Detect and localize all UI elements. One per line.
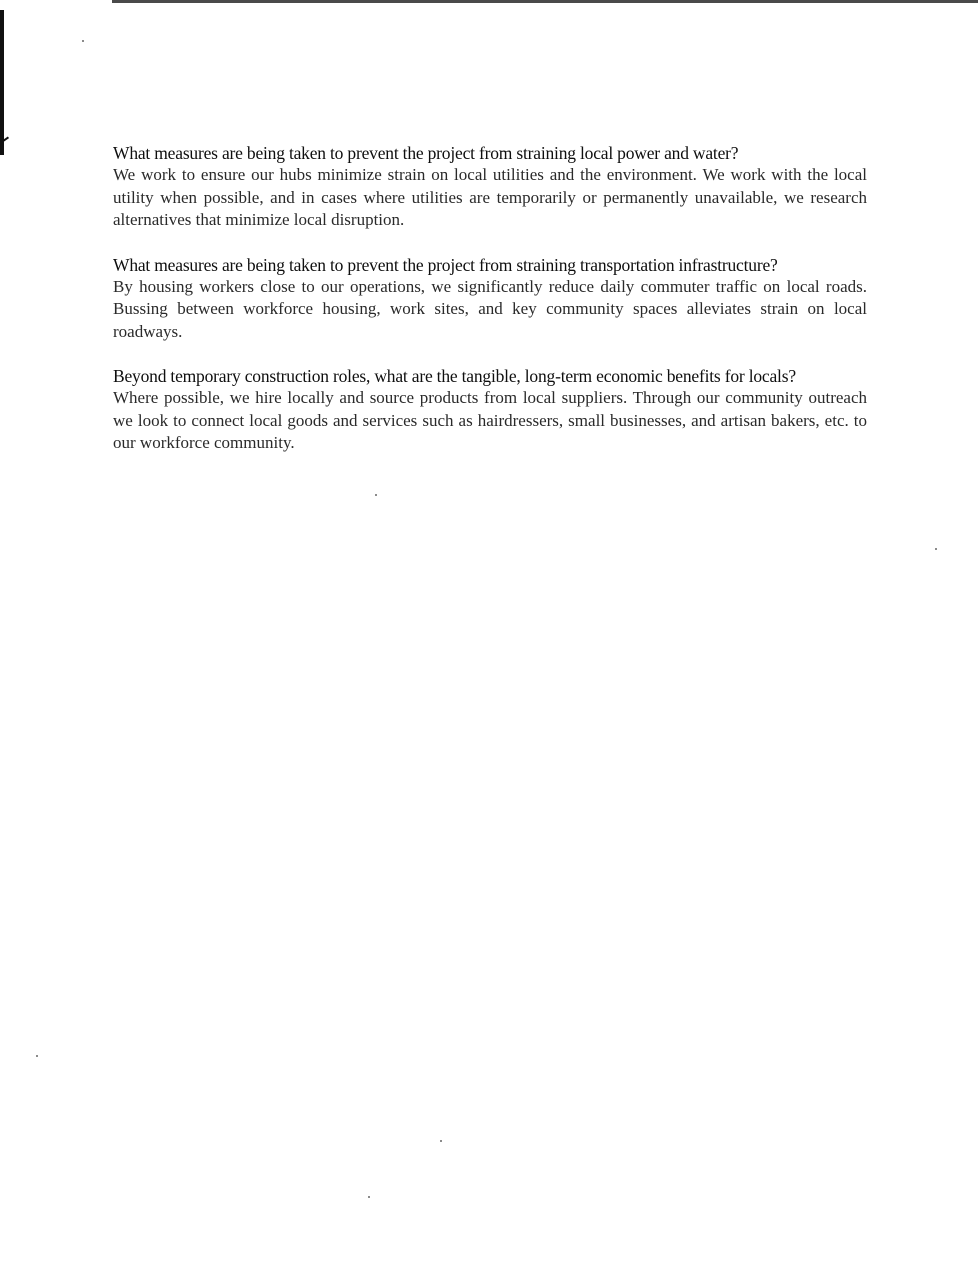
answer-paragraph: Where possible, we hire locally and source products from local suppliers. Through our community outreach we look to connect local goods and services such as hairdressers, small businesses, and artisan bakers, etc. to our workforce community. bbox=[113, 388, 867, 452]
question-heading: Beyond temporary construction roles, what are the tangible, long-term economic benefits for locals? bbox=[113, 366, 796, 386]
question-heading: What measures are being taken to prevent the project from straining transportation infrastructure? bbox=[113, 254, 778, 275]
qa-section-economic-benefits bbox=[113, 365, 867, 455]
scan-speck bbox=[368, 1196, 370, 1198]
scan-speck bbox=[935, 548, 937, 550]
qa-section-transportation bbox=[113, 254, 867, 344]
scan-speck bbox=[36, 1055, 38, 1057]
scan-speck bbox=[82, 40, 84, 42]
scan-top-edge-line bbox=[112, 0, 978, 3]
qa-section-power-water bbox=[113, 142, 867, 232]
answer-paragraph: We work to ensure our hubs minimize strain on local utilities and the environment. We work with the local utility when possible, and in cases where utilities are temporarily or permanently unavailable, we research alternatives that minimize local disruption. bbox=[113, 165, 867, 229]
scan-speck bbox=[375, 494, 377, 496]
answer-paragraph: By housing workers close to our operations, we significantly reduce daily commuter traffic on local roads. Bussing between workforce housing, work sites, and key community spaces alleviates strain on local roadways. bbox=[113, 276, 867, 341]
question-heading: What measures are being taken to prevent the project from straining local power and water? bbox=[113, 143, 739, 163]
scan-left-edge-mark bbox=[0, 10, 4, 155]
scan-speck bbox=[440, 1140, 442, 1142]
document-body bbox=[113, 142, 867, 477]
